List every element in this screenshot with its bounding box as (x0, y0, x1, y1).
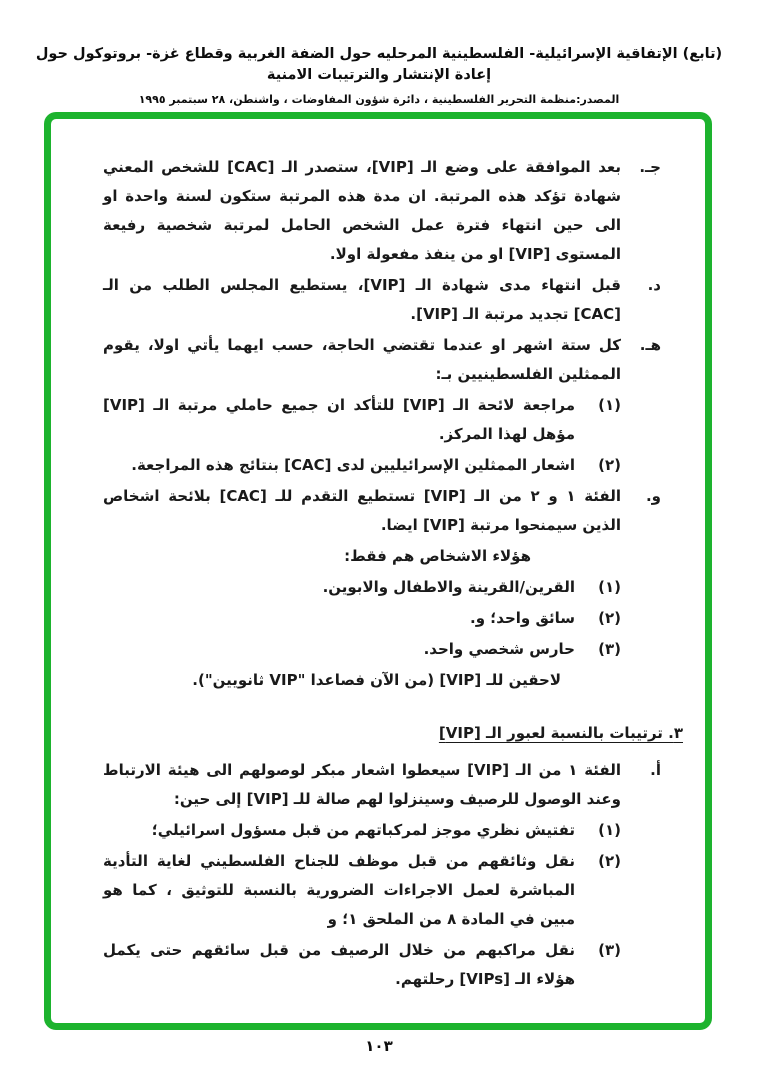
item-text: الفئة ١ و ٢ من الـ [VIP] تستطيع التقدم للـ [CAC] بلائحة اشخاص الذين سيمنحوا مرتبة [VIP] ايضا. (103, 487, 621, 534)
item-text: بعد الموافقة على وضع الـ [VIP]، ستصدر الـ [CAC] للشخص المعني شهادة تؤكد هذه المرتبة. ان مدة هذه المرتبة ستكون لسنة واحدة او الى حين انتهاء فترة عمل الشخص الحامل لمرتبة شخصية رفيعة المستوى [VIP] او من ينفذ مفعولة اولا. (103, 158, 621, 263)
item-marker: (٢) (598, 852, 621, 870)
item-text: مراجعة لائحة الـ [VIP] للتأكد ان جميع حاملي مرتبة الـ [VIP] مؤهل لهذا المركز. (103, 396, 575, 443)
paragraph-block (103, 756, 661, 814)
paragraph-block (103, 666, 661, 695)
item-text: هؤلاء الاشخاص هم فقط: (344, 547, 531, 565)
item-marker: د. (647, 276, 661, 294)
item-text: الفئة ١ من الـ [VIP] سيعطوا اشعار مبكر لوصولهم الى هيئة الارتباط وعند الوصول للرصيف وسينزلوا لهم صالة للـ [VIP] إلى حين: (103, 761, 622, 808)
item-marker: (٣) (598, 941, 621, 959)
paragraph-block (103, 271, 661, 329)
item-text: نقل مراكبهم من خلال الرصيف من قبل سائقهم حتى يكمل هؤلاء الـ [VIPs] رحلتهم. (103, 941, 575, 988)
document-source-line: المصدر:منظمة التحرير الفلسطينية ، دائرة شؤون المفاوضات ، واشنطن، ٢٨ سبتمبر ١٩٩٥ (138, 93, 620, 107)
item-text: نقل وثائقهم من قبل موظف للجناح الفلسطيني لغاية التأدية المباشرة لعمل الاجراءات الضرورية بالنسبة للتوثيق ، كما هو مبين في المادة ٨ من الملحق ١؛ و (103, 852, 575, 928)
paragraph-block (103, 482, 661, 540)
item-marker: و. (645, 487, 661, 505)
paragraph-block (103, 604, 661, 633)
paragraph-block (103, 391, 661, 449)
item-text: تفتيش نظري موجز لمركباتهم من قبل مسؤول اسرائيلي؛ (151, 821, 575, 839)
page-number: ١٠٣ (365, 1037, 393, 1055)
paragraph-block (103, 542, 661, 571)
paragraph-block (103, 936, 661, 994)
item-marker: هـ. (639, 336, 661, 354)
paragraph-block (103, 847, 661, 934)
item-text: ٣. ترتيبات بالنسبة لعبور الـ [VIP] (438, 724, 683, 742)
item-marker: (٢) (598, 456, 621, 474)
paragraph-block (103, 719, 683, 748)
item-marker: (٣) (598, 640, 621, 658)
paragraph-block (103, 153, 661, 269)
item-text: لاحقين للـ [VIP] (من الآن فصاعدا "VIP ثانويين"). (192, 671, 561, 689)
paragraph-block (103, 573, 661, 602)
item-marker: (١) (598, 396, 621, 414)
paragraph-block (103, 635, 661, 664)
item-text: سائق واحد؛ و. (470, 609, 575, 627)
document-header (16, 44, 742, 106)
item-marker: (١) (598, 821, 621, 839)
item-text: القرين/القرينة والاطفال والابوين. (322, 578, 575, 596)
paragraph-block (103, 816, 661, 845)
item-marker: (٢) (598, 609, 621, 627)
document-title: (تابع) الإتفاقية الإسرائيلية- الفلسطينية المرحليه حول الضفة الغربية وقطاع غزة- بروتوكول حول إعادة الإنتشار والترتيبات الامنية (35, 46, 723, 84)
item-marker: (١) (598, 578, 621, 596)
item-text: قبل انتهاء مدى شهادة الـ [VIP]، يستطيع المجلس الطلب من الـ [CAC] تجديد مرتبة الـ [VIP]. (103, 276, 621, 323)
item-marker: جـ. (639, 158, 661, 176)
item-text: اشعار الممثلين الإسرائيليين لدى [CAC] بنتائج هذه المراجعة. (131, 456, 575, 474)
paragraph-block (103, 451, 661, 480)
item-text: حارس شخصي واحد. (423, 640, 575, 658)
paragraph-block (103, 331, 661, 389)
item-marker: أ. (650, 761, 661, 779)
item-text: كل ستة اشهر او عندما تقتضي الحاجة، حسب ايهما يأتي اولا، يقوم الممثلين الفلسطينيين بـ: (103, 336, 621, 383)
document-body (51, 119, 705, 1023)
